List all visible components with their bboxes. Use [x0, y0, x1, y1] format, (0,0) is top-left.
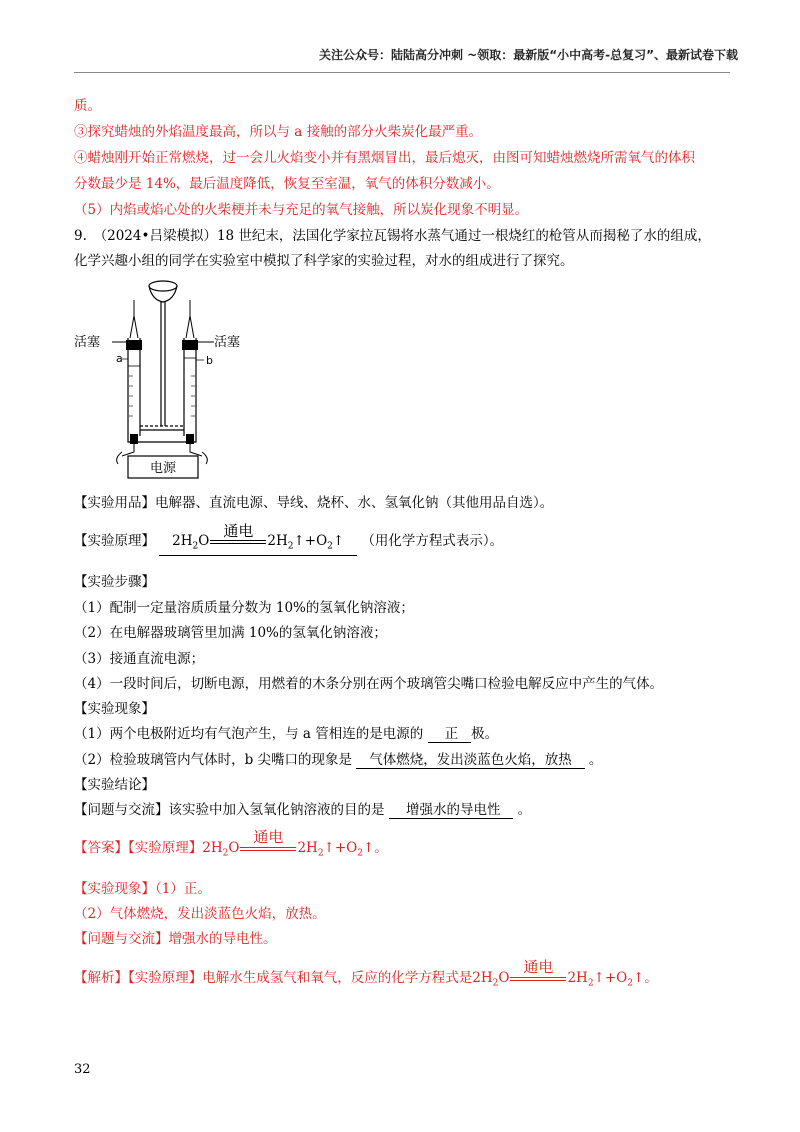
supplies-line: 【实验用品】电解器、直流电源、导线、烧杯、水、氢氧化钠（其他用品自选）。 [74, 495, 554, 511]
answer-line-2: ③探究蜡烛的外焰温度最高，所以与 a 接触的部分火柴炭化最严重。 [74, 124, 483, 140]
left-stopcock-label: 活塞 [74, 335, 101, 350]
question-line-2: 化学兴趣小组的同学在实验室中模拟了科学家的实验过程，对水的组成进行了探究。 [74, 253, 574, 269]
phenomenon-2-answer: 气体燃烧，发出淡蓝色火焰，放热 [356, 752, 584, 769]
answer-equation-line: 【答案】【实验原理】$2H_2O$ 通电 $2H_2↑+O_2↑$。 [74, 827, 388, 859]
answer-phenomenon-2: （2）气体燃烧，发出淡蓝色火焰，放热。 [74, 906, 326, 922]
answer-reaction-arrow: 通电 [240, 847, 296, 851]
principle-suffix: （用化学方程式表示）。 [361, 533, 504, 549]
page-header: 关注公众号：陆陆高分冲刺 ~领取：最新版“小中高考-总复习”、最新试卷下载 [319, 48, 738, 62]
phenomenon-2: （2）检验玻璃管内气体时，b 尖嘴口的现象是 气体燃烧，发出淡蓝色火焰，放热 。 [74, 752, 603, 768]
tube-label-a: a [116, 352, 123, 365]
analysis-reaction-arrow: 通电 [510, 977, 566, 981]
header-divider [74, 72, 730, 73]
question-line-1: 9. （2024•吕梁模拟）18 世纪末，法国化学家拉瓦锡将水蒸气通过一根烧红的枪管从而揭秘了水的组成， [74, 228, 711, 244]
right-stopcock-label: 活塞 [214, 335, 241, 350]
steps-title: 【实验步骤】 [74, 574, 155, 590]
phenomena-title: 【实验现象】 [74, 701, 155, 717]
answer-phenomenon: 【实验现象】（1）正。 [74, 881, 211, 897]
step-4: （4）一段时间后，切断电源，用燃着的木条分别在两个玻璃管尖嘴口检验电解反应中产生的气体。 [74, 676, 664, 692]
step-2: （2）在电解器玻璃管里加满 10%的氢氧化钠溶液； [74, 625, 387, 641]
principle-label: 【实验原理】 [74, 533, 155, 549]
answer-line-5: （5）内焰或焰心处的火柴梗并未与充足的氧气接触，所以炭化现象不明显。 [74, 202, 529, 218]
principle-line [74, 521, 504, 556]
analysis-line: 【解析】【实验原理】电解水生成氢气和氧气，反应的化学方程式是$2H_2O$ 通电 $2H_2↑+O_2↑$。 [74, 957, 658, 989]
reaction-arrow: 通电 [210, 540, 266, 544]
answer-line-4: 分数最少是 14%，最后温度降低，恢复至室温，氧气的体积分数减小。 [74, 176, 500, 192]
answer-exchange: 【问题与交流】增强水的导电性。 [74, 931, 277, 947]
phenomenon-1: （1）两个电极附近均有气泡产生，与 a 管相连的是电源的 正 极。 [74, 726, 499, 742]
exchange-line: 【问题与交流】该实验中加入氢氧化钠溶液的目的是 增强水的导电性 。 [74, 802, 532, 818]
power-label: 电源 [149, 461, 177, 476]
step-1: （1）配制一定量溶质质量分数为 10%的氢氧化钠溶液； [74, 600, 414, 616]
electrolysis-apparatus-figure [72, 276, 252, 482]
tube-label-b: b [206, 354, 213, 367]
step-3: （3）接通直流电源； [74, 651, 205, 667]
exchange-answer: 增强水的导电性 [389, 802, 514, 819]
page-number: 32 [74, 1062, 91, 1077]
phenomenon-1-answer: 正 [428, 726, 472, 743]
answer-line-3: ④蜡烛刚开始正常燃烧，过一会儿火焰变小并有黑烟冒出，最后熄灭，由图可知蜡烛燃烧所需氧气的体积 [74, 150, 695, 166]
principle-equation-blank: $2H_2O$ 通电 $2H_2↑+O_2↑$ [159, 533, 357, 556]
answer-line-1: 质。 [74, 98, 101, 114]
conclusion-title: 【实验结论】 [74, 777, 155, 793]
